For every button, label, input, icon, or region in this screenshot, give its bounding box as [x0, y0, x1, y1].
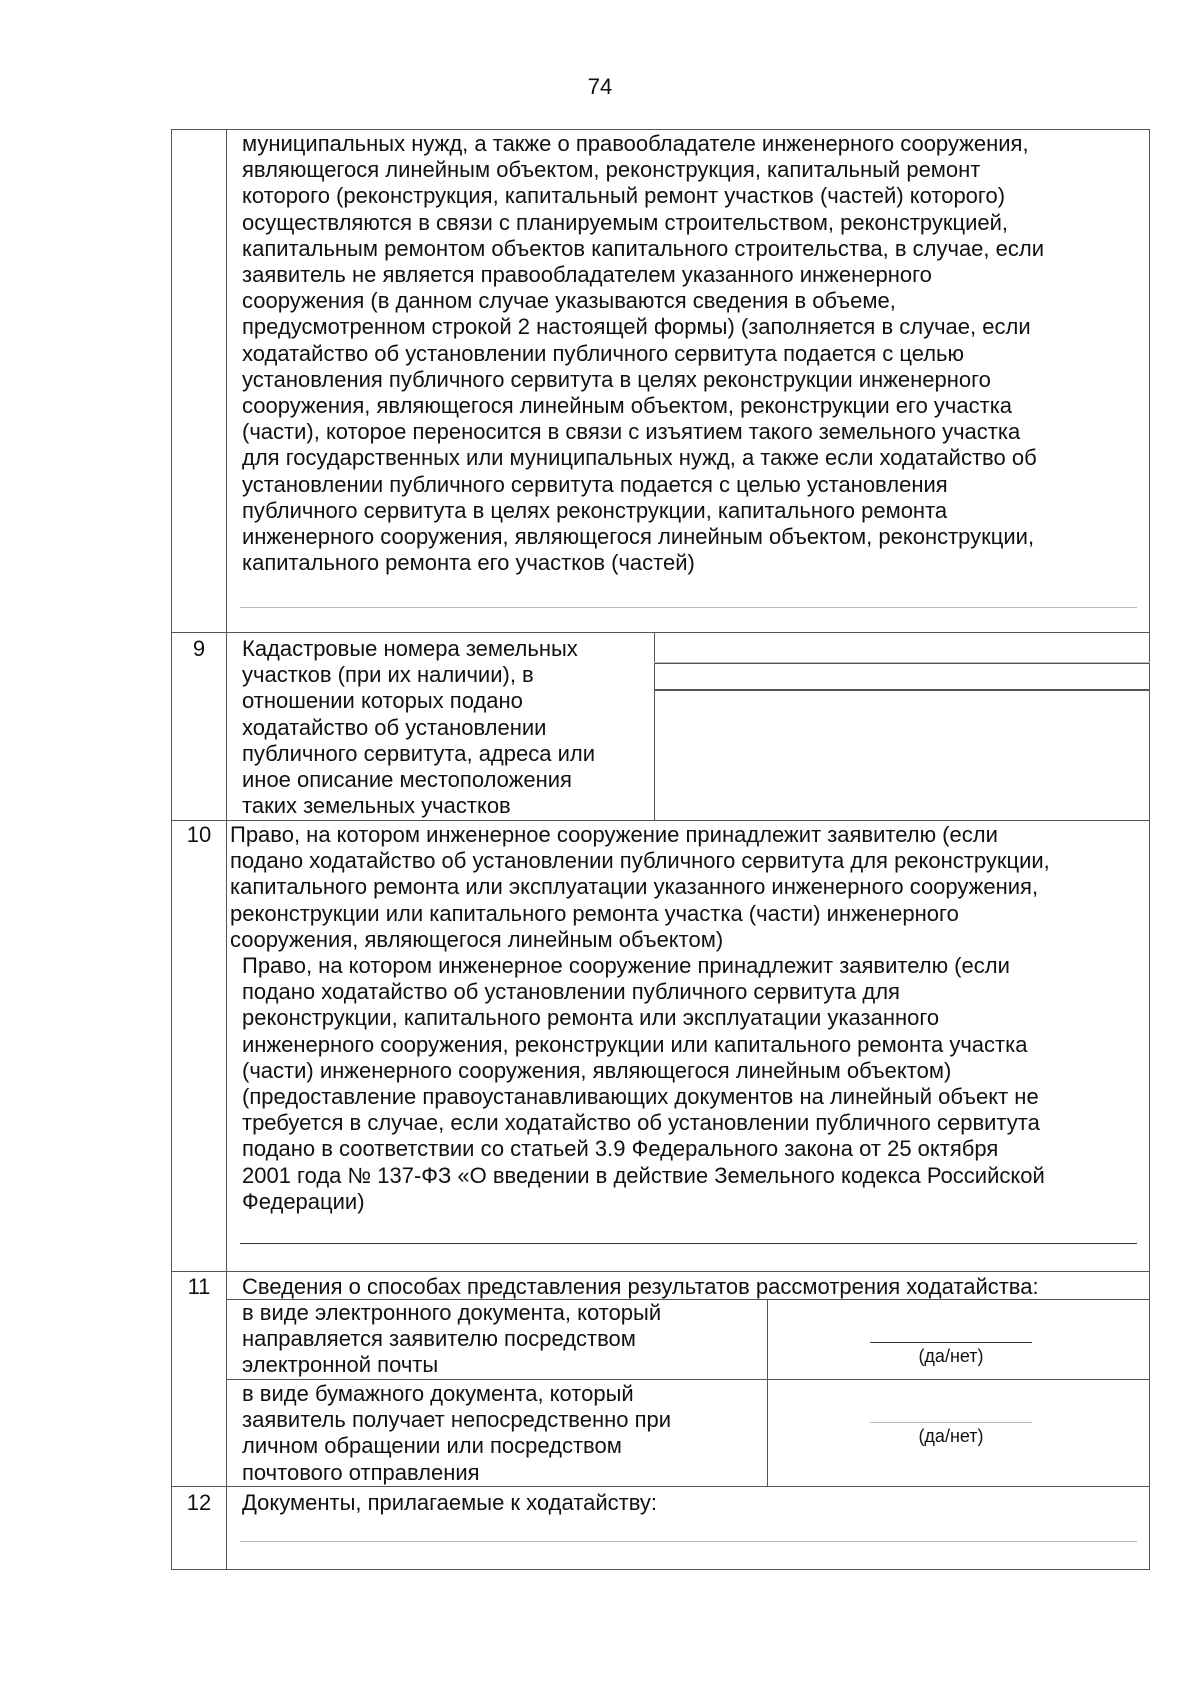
row10-number: 10	[186, 822, 212, 847]
number-column-divider	[226, 129, 227, 1570]
row10-title: Право, на котором инженерное сооружение принадлежит заявителю (если подано ходатайство об установлении публичного сервитута для реконструкции, капитального ремонта или эксплуатации указанного инженерного сооружения, реконструкции или капитального ремонта участка (части) инженерного сооружения, являющегося линейным объектом)	[230, 822, 1050, 952]
row11-number: 11	[187, 1274, 211, 1299]
row9-value-divider	[654, 632, 655, 820]
table-bottom-border	[171, 1569, 1150, 1570]
row11-answer-line-1	[870, 1342, 1032, 1343]
row11-answer-line-2	[870, 1422, 1032, 1423]
row11-answer-divider	[767, 1299, 768, 1486]
table-right-border	[1149, 129, 1150, 1570]
row10-text: Право, на котором инженерное сооружение принадлежит заявителю (если подано ходатайство об установлении публичного сервитута для реконструкции, капитального ремонта или эксплуатации указанного инженерного сооружения, реконструкции или капитального ремонта участка (части) инженерного сооружения, являющегося линейным объектом) (предоставление правоустанавливающих документов на линейный объект не требуется в случае, если ходатайство об установлении публичного сервитута подано в соответствии со статьей 3.9 Федерального закона от 25 октября 2001 года № 137-ФЗ «О введении в действие Земельного кодекса Российской Федерации)	[242, 953, 1045, 1214]
row11-yes-no-1: (да/нет)	[918, 1346, 984, 1366]
row11-bottom-border	[171, 1486, 1150, 1487]
row12-title: Документы, прилагаемые к ходатайству:	[242, 1490, 658, 1515]
row11-option-border	[226, 1379, 1150, 1380]
row8-bottom-border	[171, 632, 1150, 633]
row8-fill-line	[240, 607, 1137, 608]
row11-option-paper: в виде бумажного документа, который заявитель получает непосредственно при личном обращении или посредством почтового отправления	[242, 1381, 672, 1485]
row10-fill-line	[240, 1243, 1137, 1244]
row10-bottom-border	[171, 1271, 1150, 1272]
page-number: 74	[587, 74, 613, 99]
row9-bottom-border	[171, 820, 1150, 821]
row11-option-electronic: в виде электронного документа, который направляется заявителю посредством электронной почты	[242, 1300, 662, 1378]
table-top-border	[171, 129, 1150, 130]
row9-value-line-4	[654, 662, 1150, 663]
row11-yes-no-2: (да/нет)	[918, 1426, 984, 1446]
row12-fill-line	[240, 1541, 1137, 1542]
table-left-border	[171, 129, 172, 1570]
row11-title: Сведения о способах представления результатов рассмотрения ходатайства:	[242, 1274, 1039, 1299]
row9-number: 9	[192, 636, 206, 661]
row9-value-line-5	[654, 690, 1150, 691]
row12-number: 12	[186, 1490, 212, 1515]
row9-label: Кадастровые номера земельных участков (при их наличии), в отношении которых подано ходатайство об установлении публичного сервитута, адреса или иное описание местоположения таких земельных участков	[242, 636, 595, 819]
row9-value-line-1	[654, 663, 1150, 664]
row8-text: муниципальных нужд, а также о правообладателе инженерного сооружения, являющегося линейным объектом, реконструкция, капитальный ремонт которого (реконструкция, капитальный ремонт участков (частей) которого) осуществляются в связи с планируемым строительством, реконструкцией, капитальным ремонтом объектов капитального строительства, в случае, если заявитель не является правообладателем указанного инженерного сооружения (в данном случае указываются сведения в объеме, предусмотренном строкой 2 настоящей формы) (заполняется в случае, если ходатайство об установлении публичного сервитута подается с целью установления публичного сервитута в целях реконструкции инженерного сооружения, являющегося линейным объектом, реконструкции его участка (части), которое переносится в связи с изъятием такого земельного участка для государственных или муниципальных нужд, а также если ходатайство об установлении публичного сервитута подается с целью установления публичного сервитута в целях реконструкции, капитального ремонта инженерного сооружения, являющегося линейным объектом, реконструкции, капитального ремонта его участков (частей)	[242, 131, 1045, 576]
